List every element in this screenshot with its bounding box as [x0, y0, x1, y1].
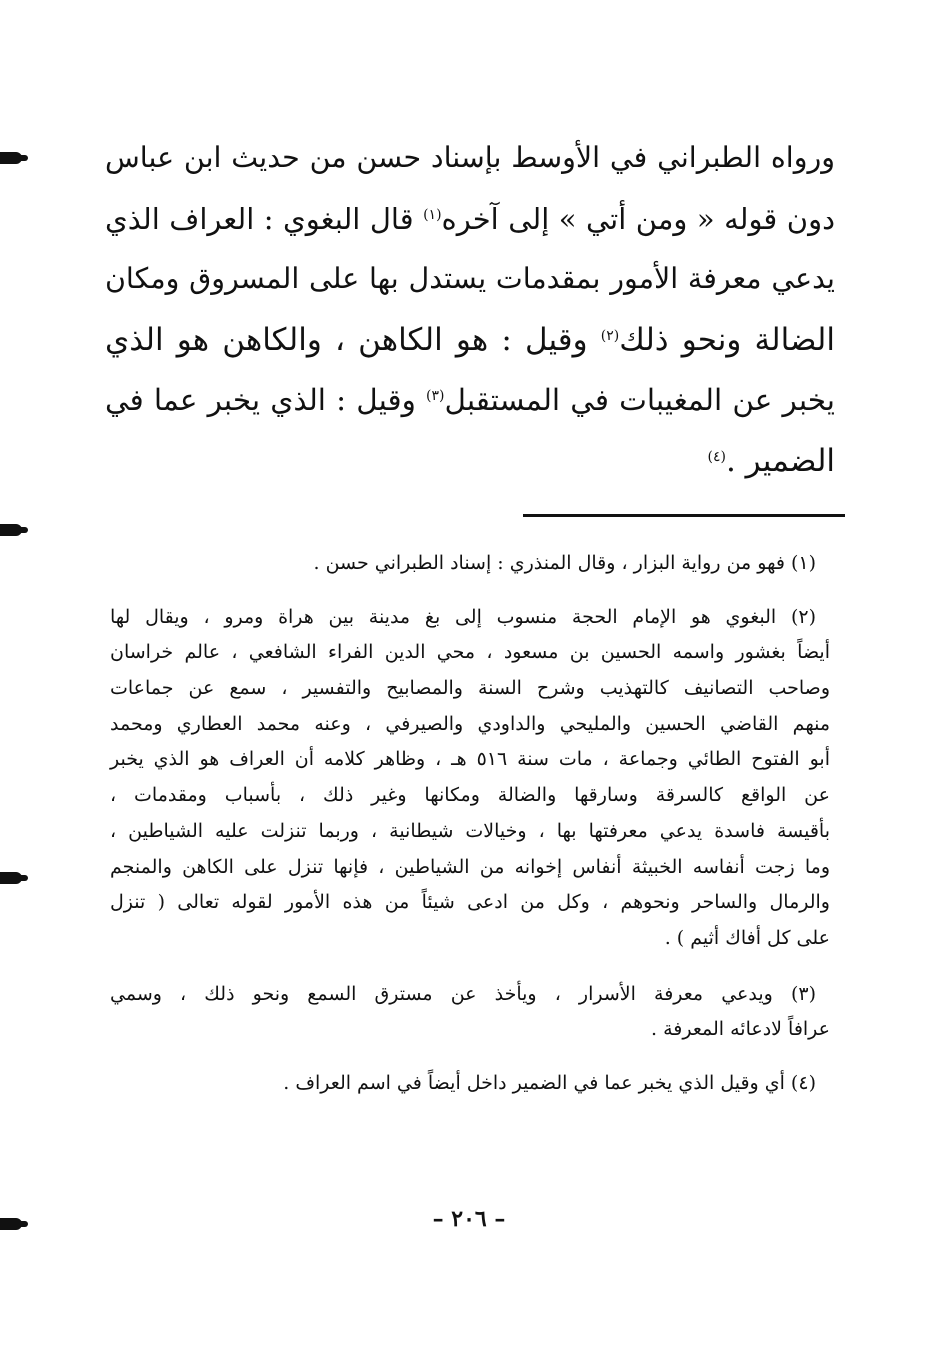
footnote-reference: (٢) [600, 327, 620, 344]
footnote-line: عرافاً لادعائه المعرفة . [651, 1018, 830, 1041]
footnote-line: أيضاً بغشور واسمه الحسين بن مسعود ، محي الدين الفراء الشافعي ، عالم خراسان [110, 641, 830, 664]
main-text-segment: يخبر عن المغيبات في المستقبل [444, 383, 835, 417]
footnote-line: والرمال والساحر ونحوهم ، وكل من ادعى شيئاً من هذه الأمور لقوله تعالى ( تنزل [110, 891, 830, 914]
footnote-2 [110, 600, 830, 957]
footnote-line: وصاحب التصانيف كالتهذيب وشرح السنة والمصابيح والتفسير ، سمع عن جماعات [110, 677, 830, 700]
binding-mark [0, 152, 22, 164]
main-text-segment: وقيل : الذي يخبر عما في [105, 383, 416, 417]
footnote-separator [523, 514, 845, 517]
footnote-line: وما زجت أنفاسه الخبيثة أنفاس إخوانه من الشياطين ، فإنها تنزل على الكاهن والمنجم [110, 855, 830, 878]
main-text-body [105, 128, 835, 491]
footnote-4 [110, 1066, 830, 1102]
binding-mark [0, 524, 22, 536]
footnote-reference: (٣) [426, 388, 445, 404]
main-text-line [105, 370, 835, 431]
main-text-segment: الضالة ونحو ذلك [619, 321, 835, 358]
footnote-reference: (١) [423, 206, 442, 223]
main-text-line [105, 310, 835, 371]
footnote-line: بأقيسة فاسدة يدعي معرفتها بها ، وخيالات شيطانية ، وربما تنزلت عليه الشياطين ، [110, 819, 830, 842]
footnote-line: (٣) ويدعي معرفة الأسرار ، ويأخذ عن مسترق السمع ونحو ذلك ، وسمي [110, 982, 816, 1005]
footnote-reference: (٤) [707, 448, 726, 465]
main-text-line [105, 189, 835, 250]
main-text-line: يدعي معرفة الأمور بمقدمات يستدل بها على المسروق ومكان [105, 262, 835, 295]
footnotes-section [110, 546, 830, 1114]
main-text-segment: وقيل : هو الكاهن ، والكاهن هو الذي [105, 321, 588, 358]
main-text-segment: الضمير . [725, 442, 835, 479]
page-number: – ٢٠٦ – [432, 1206, 506, 1232]
footnote-line: (١) فهو من رواية البزار ، وقال المنذري : إسناد الطبراني حسن . [313, 552, 816, 574]
footnote-line: (٢) البغوي هو الإمام الحجة منسوب إلى بغ مدينة بين هراة ومرو ، ويقال لها [110, 605, 816, 628]
footnote-3 [110, 977, 830, 1048]
main-text-segment: دون قوله « ومن أتي » إلى آخره [441, 201, 835, 236]
footnote-1 [110, 546, 830, 582]
main-text-segment: قال البغوي : العراف الذي [105, 201, 414, 236]
main-text-line [105, 431, 835, 492]
footnote-line: أبو الفتوح الطائي وجماعة ، مات سنة ٥١٦ هـ ، وظاهر كلامه أن العراف هو الذي يخبر [110, 748, 830, 771]
footnote-line: على كل أفاك أثيم ) . [664, 926, 830, 949]
binding-mark [0, 872, 22, 884]
footnote-line: منهم القاضي الحسين والمليحي والداودي والصيرفي ، وعنه محمد العطاري ومحمد [110, 712, 830, 735]
footnote-line: عن الواقع كالسرقة وسارقها والضالة ومكانها وغير ذلك ، بأسباب ومقدمات ، [110, 784, 830, 807]
footnote-line: (٤) أي وقيل الذي يخبر عما في الضمير داخل أيضاً في اسم العراف . [283, 1071, 816, 1094]
main-text-line: ورواه الطبراني في الأوسط بإسناد حسن من حديث ابن عباس [105, 141, 835, 174]
